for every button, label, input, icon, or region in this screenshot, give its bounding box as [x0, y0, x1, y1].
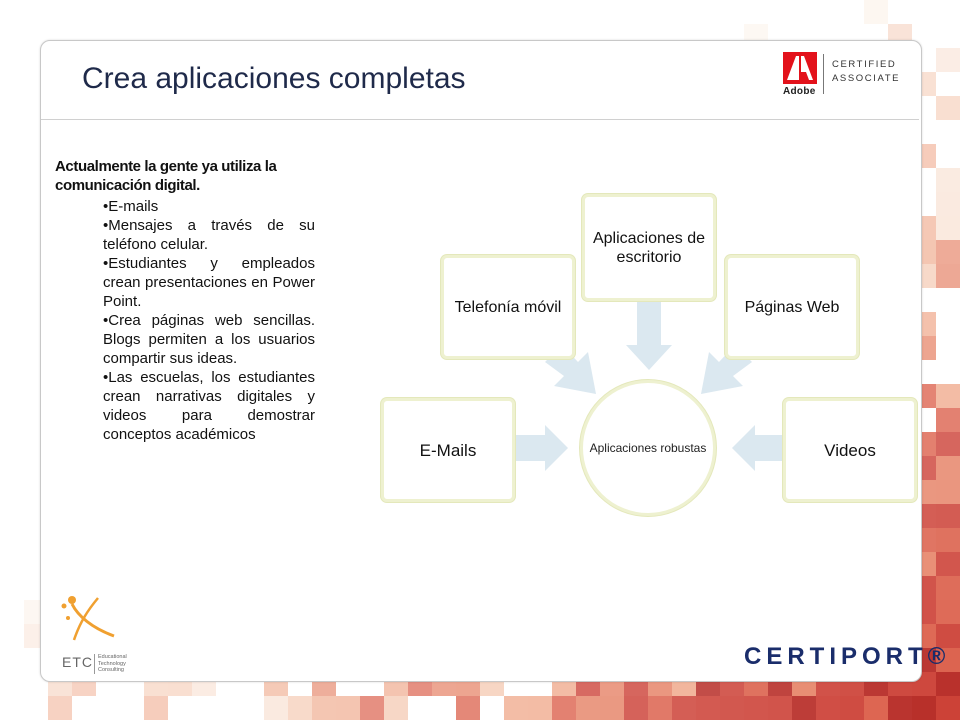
etc-logo-icon	[58, 592, 128, 652]
bullet-item: •E-mails	[103, 198, 159, 215]
diagram-center: Aplicaciones robustas	[580, 380, 716, 516]
bullet-item: •Crea páginas web sencillas. Blogs permiten a los usuarios compartir sus ideas.	[103, 312, 315, 367]
arrow-videos	[732, 425, 785, 471]
node-escritorio: Aplicaciones de escritorio	[582, 194, 716, 301]
page-title: Crea aplicaciones completas	[82, 62, 466, 95]
etc-sub-line: Educational	[98, 654, 127, 660]
node-emails: E-Mails	[381, 398, 515, 502]
adobe-wordmark: Adobe	[783, 86, 816, 97]
intro-text: Actualmente la gente ya utiliza la comunicación digital.	[55, 158, 277, 194]
etc-subtitle	[94, 654, 127, 674]
certiport-logo: CERTIPORT®	[744, 643, 951, 670]
etc-wordmark: ETC	[62, 654, 93, 670]
bullet-item: •Mensajes a través de su teléfono celular.	[103, 217, 315, 253]
associate-line: ASSOCIATE	[832, 73, 901, 84]
etc-sub-line: Technology	[98, 660, 126, 667]
arrow-emails	[515, 425, 568, 471]
arrow-escritorio	[626, 300, 672, 370]
etc-sub-line: Consulting	[98, 667, 124, 673]
bullet-item: •Estudiantes y empleados crean presentaciones en Power Point.	[103, 255, 315, 310]
node-paginas: Páginas Web	[725, 255, 859, 359]
certified-line: CERTIFIED	[832, 59, 897, 70]
bullet-item: •Las escuelas, los estudiantes crean narrativas digitales y videos para demostrar conceptos académicos	[103, 369, 315, 443]
node-telefonia: Telefonía móvil	[441, 255, 575, 359]
node-videos: Videos	[783, 398, 917, 502]
